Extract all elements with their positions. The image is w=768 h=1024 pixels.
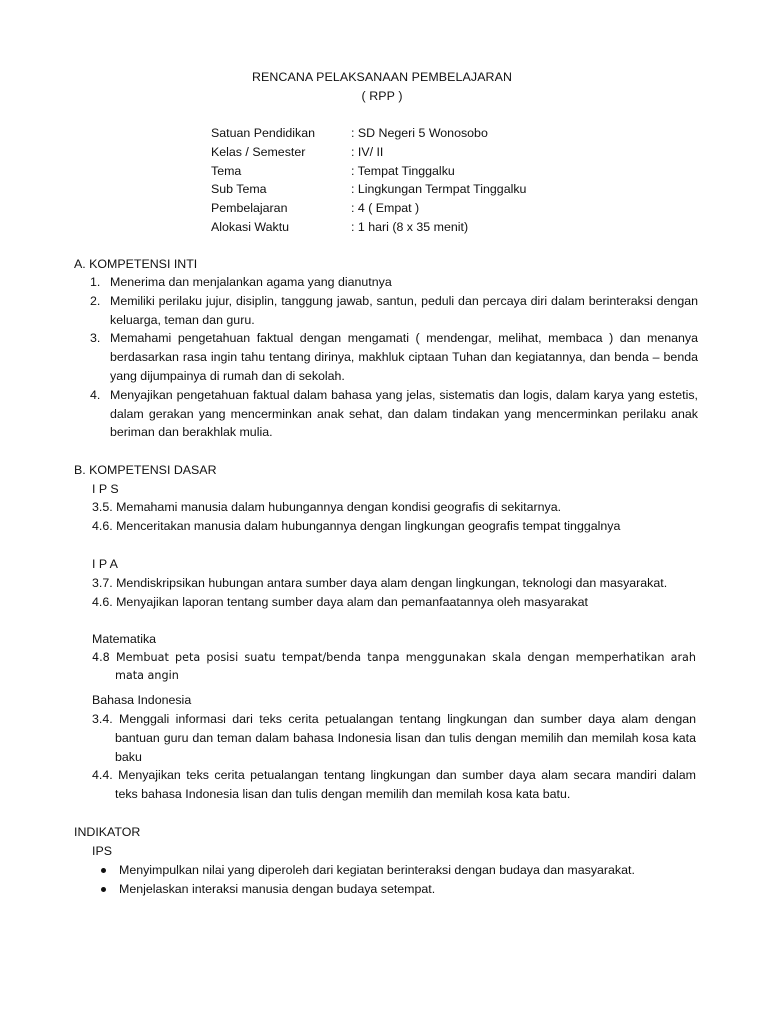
indikator-list [100, 861, 700, 899]
kd-item: 3.5. Memahami manusia dalam hubungannya dengan kondisi geografis di sekitarnya. [92, 500, 562, 514]
kd-item: 3.4. Menggali informasi dari teks cerita petualangan tentang lingkungan dan sumber daya alam dengan bantuan guru dan teman dalam bahasa Indonesia lisan dan tulis dengan memilih dan memilah kosa kata baku [92, 712, 696, 764]
info-label: Pembelajaran [211, 201, 288, 216]
doc-title: RENCANA PELAKSANAAN PEMBELAJARAN [251, 70, 513, 84]
section-heading-ki: A. KOMPETENSI INTI [74, 257, 198, 271]
bullet-icon [101, 887, 106, 892]
bullet-text: Menjelaskan interaksi manusia dengan budaya setempat. [119, 881, 436, 896]
info-row [211, 124, 571, 143]
list-item [74, 292, 698, 330]
list-text: Memiliki perilaku jujur, disiplin, tanggung jawab, santun, peduli dan percaya diri dalam berinteraksi dengan keluarga, teman dan guru. [110, 293, 698, 327]
info-label: Alokasi Waktu [211, 219, 290, 234]
subject-heading-ipa: I P A [92, 557, 118, 571]
kd-item: 4.6. Menceritakan manusia dalam hubungannya dengan lingkungan geografis tempat tinggalnya [92, 519, 621, 533]
bullet-item [100, 861, 700, 880]
list-text: Menerima dan menjalankan agama yang dianutnya [110, 275, 392, 289]
info-row [211, 218, 571, 237]
info-label: Satuan Pendidikan [211, 126, 316, 140]
info-row [211, 162, 571, 181]
subject-heading-bahasa-indonesia: Bahasa Indonesia [92, 693, 192, 707]
list-text: Memahami pengetahuan faktual dengan mengamati ( mendengar, melihat, membaca ) dan menanya berdasarkan rasa ingin tahu tentang dirinya, makhluk ciptaan Tuhan dan kegiatannya, dan benda – benda yang dijumpainya di rumah dan di sekolah. [110, 331, 698, 383]
subject-heading-ips: I P S [92, 482, 119, 496]
list-number: 1. [90, 275, 101, 289]
info-value: : 4 ( Empat ) [351, 201, 420, 216]
subject-heading-indikator-ips: IPS [92, 844, 112, 858]
bullet-item [100, 880, 700, 899]
info-row [211, 143, 571, 162]
bullet-icon [101, 868, 106, 873]
kd-item: 4.6. Menyajikan laporan tentang sumber daya alam dan pemanfaatannya oleh masyarakat [92, 595, 588, 609]
list-item [74, 273, 698, 292]
doc-subtitle: ( RPP ) [361, 89, 403, 103]
kd-item: 4.4. Menyajikan teks cerita petualangan tentang lingkungan dan sumber daya alam secara mandiri dalam teks bahasa Indonesia lisan dan tulis dengan memilih dan memilah kosa kata batu. [92, 768, 696, 802]
info-row [211, 199, 571, 218]
list-number: 2. [90, 293, 101, 308]
ki-list [74, 273, 698, 442]
info-label: Sub Tema [211, 182, 267, 197]
identity-table [211, 124, 571, 237]
info-value: : SD Negeri 5 Wonosobo [351, 126, 488, 140]
list-item [74, 329, 698, 385]
info-label: Tema [211, 163, 242, 178]
kd-item: 3.7. Mendiskripsikan hubungan antara sumber daya alam dengan lingkungan, teknologi dan masyarakat. [92, 576, 668, 590]
bullet-text: Menyimpulkan nilai yang diperoleh dari kegiatan berinteraksi dengan budaya dan masyarakat. [119, 863, 635, 877]
list-text: Menyajikan pengetahuan faktual dalam bahasa yang jelas, sistematis dan logis, dalam karya yang estetis, dalam gerakan yang mencerminkan anak sehat, dan dalam tindakan yang mencerminkan perilaku anak beriman dan berakhlak mulia. [110, 387, 698, 440]
info-value: : 1 hari (8 x 35 menit) [351, 219, 469, 234]
list-number: 4. [90, 387, 101, 402]
section-heading-kd: B. KOMPETENSI DASAR [74, 463, 217, 477]
info-value: : IV/ II [351, 144, 384, 159]
section-heading-indikator: INDIKATOR [74, 825, 141, 839]
kd-matematika [92, 649, 696, 684]
kd-item: 4.8 Membuat peta posisi suatu tempat/benda tanpa menggunakan skala dengan memperhatikan arah mata angin [92, 651, 696, 682]
info-row [211, 180, 571, 199]
list-number: 3. [90, 331, 101, 346]
kd-bahasa-indonesia [92, 710, 696, 804]
info-label: Kelas / Semester [211, 144, 306, 159]
subject-heading-matematika: Matematika [92, 632, 157, 646]
list-item [74, 386, 698, 442]
info-value: : Tempat Tinggalku [351, 163, 455, 178]
info-value: : Lingkungan Termpat Tinggalku [351, 182, 527, 197]
